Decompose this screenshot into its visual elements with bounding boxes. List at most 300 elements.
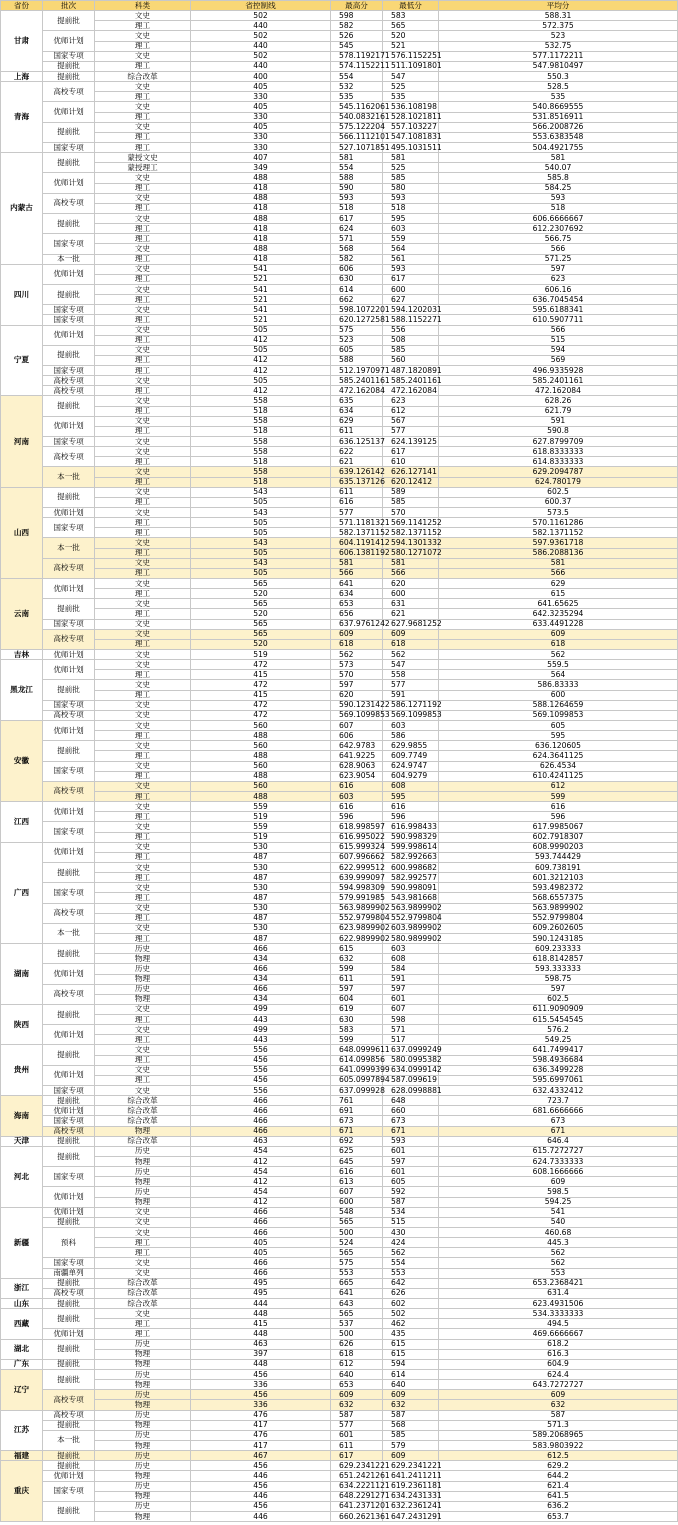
max-score-cell: 634.2221121 xyxy=(331,1481,383,1491)
avg-score-cell: 653.7 xyxy=(439,1511,678,1521)
control-line-cell: 476 xyxy=(191,1430,331,1440)
batch-cell: 提前批 xyxy=(43,680,95,700)
avg-score-cell: 541 xyxy=(439,1207,678,1217)
max-score-cell: 637.9761242 xyxy=(331,619,383,629)
table-row xyxy=(1,700,678,710)
table-row xyxy=(1,1299,678,1309)
table-row xyxy=(1,731,678,741)
min-score-cell: 614 xyxy=(383,1369,439,1379)
table-row xyxy=(1,1339,678,1349)
max-score-cell: 671 xyxy=(331,1126,383,1136)
table-row xyxy=(1,264,678,274)
control-line-cell: 520 xyxy=(191,589,331,599)
table-row xyxy=(1,497,678,507)
min-score-cell: 593 xyxy=(383,1136,439,1146)
min-score-cell: 585 xyxy=(383,1430,439,1440)
max-score-cell: 582 xyxy=(331,21,383,31)
max-score-cell: 585.2401161 xyxy=(331,376,383,386)
subject-cell: 理工 xyxy=(95,812,191,822)
max-score-cell: 634 xyxy=(331,589,383,599)
batch-cell: 提前批 xyxy=(43,213,95,233)
max-score-cell: 563.9899902 xyxy=(331,903,383,913)
batch-cell: 高校专项 xyxy=(43,193,95,213)
max-score-cell: 623.9899902 xyxy=(331,923,383,933)
max-score-cell: 662 xyxy=(331,295,383,305)
table-row xyxy=(1,842,678,852)
avg-score-cell: 641.5 xyxy=(439,1491,678,1501)
table-row xyxy=(1,1349,678,1359)
avg-score-cell: 589.2068965 xyxy=(439,1430,678,1440)
avg-score-cell: 573.5 xyxy=(439,508,678,518)
subject-cell: 历史 xyxy=(95,1167,191,1177)
control-line-cell: 502 xyxy=(191,31,331,41)
min-score-cell: 618 xyxy=(383,639,439,649)
avg-score-cell: 523 xyxy=(439,31,678,41)
control-line-cell: 530 xyxy=(191,903,331,913)
table-row xyxy=(1,406,678,416)
subject-cell: 文史 xyxy=(95,447,191,457)
max-score-cell: 553 xyxy=(331,1268,383,1278)
min-score-cell: 586 xyxy=(383,731,439,741)
table-row xyxy=(1,1359,678,1369)
max-score-cell: 577 xyxy=(331,1420,383,1430)
table-row xyxy=(1,1177,678,1187)
header-control-line: 省控制线 xyxy=(191,1,331,11)
header-max-score: 最高分 xyxy=(331,1,383,11)
max-score-cell: 641 xyxy=(331,579,383,589)
subject-cell: 理工 xyxy=(95,203,191,213)
subject-cell: 物理 xyxy=(95,1491,191,1501)
min-score-cell: 595 xyxy=(383,213,439,223)
table-row xyxy=(1,376,678,386)
avg-score-cell: 562 xyxy=(439,1258,678,1268)
control-line-cell: 505 xyxy=(191,325,331,335)
subject-cell: 理工 xyxy=(95,589,191,599)
subject-cell: 物理 xyxy=(95,1359,191,1369)
max-score-cell: 590 xyxy=(331,183,383,193)
min-score-cell: 585 xyxy=(383,497,439,507)
min-score-cell: 563.9899902 xyxy=(383,903,439,913)
subject-cell: 文史 xyxy=(95,122,191,132)
subject-cell: 理工 xyxy=(95,548,191,558)
avg-score-cell: 612.2307692 xyxy=(439,224,678,234)
table-row xyxy=(1,11,678,21)
control-line-cell: 565 xyxy=(191,599,331,609)
subject-cell: 理工 xyxy=(95,132,191,142)
province-cell: 天津 xyxy=(1,1136,43,1146)
max-score-cell: 545 xyxy=(331,41,383,51)
max-score-cell: 609 xyxy=(331,629,383,639)
province-cell: 吉林 xyxy=(1,650,43,660)
batch-cell: 国家专项 xyxy=(43,1086,95,1096)
min-score-cell: 601 xyxy=(383,994,439,1004)
province-cell: 黑龙江 xyxy=(1,660,43,721)
min-score-cell: 586.1271192 xyxy=(383,700,439,710)
province-cell: 重庆 xyxy=(1,1461,43,1522)
control-line-cell: 543 xyxy=(191,538,331,548)
table-row xyxy=(1,254,678,264)
avg-score-cell: 582.1371152 xyxy=(439,528,678,538)
max-score-cell: 601 xyxy=(331,1430,383,1440)
avg-score-cell: 641.7499417 xyxy=(439,1045,678,1055)
subject-cell: 文史 xyxy=(95,599,191,609)
max-score-cell: 598 xyxy=(331,11,383,21)
max-score-cell: 575.122204 xyxy=(331,122,383,132)
subject-cell: 文史 xyxy=(95,558,191,568)
subject-cell: 文史 xyxy=(95,1207,191,1217)
control-line-cell: 454 xyxy=(191,1146,331,1156)
max-score-cell: 622.9899902 xyxy=(331,933,383,943)
control-line-cell: 456 xyxy=(191,1075,331,1085)
control-line-cell: 518 xyxy=(191,457,331,467)
table-row xyxy=(1,720,678,730)
table-row xyxy=(1,31,678,41)
min-score-cell: 602 xyxy=(383,1299,439,1309)
min-score-cell: 570 xyxy=(383,508,439,518)
batch-cell: 提前批 xyxy=(43,153,95,173)
subject-cell: 历史 xyxy=(95,1369,191,1379)
avg-score-cell: 552.9799804 xyxy=(439,913,678,923)
table-row xyxy=(1,832,678,842)
table-row xyxy=(1,1501,678,1511)
max-score-cell: 641.9225 xyxy=(331,751,383,761)
subject-cell: 综合改革 xyxy=(95,71,191,81)
batch-cell: 高校专项 xyxy=(43,1390,95,1410)
subject-cell: 物理 xyxy=(95,1197,191,1207)
avg-score-cell: 623.4931506 xyxy=(439,1299,678,1309)
table-row xyxy=(1,1481,678,1491)
control-line-cell: 521 xyxy=(191,295,331,305)
table-row xyxy=(1,142,678,152)
avg-score-cell: 616 xyxy=(439,802,678,812)
province-cell: 内蒙古 xyxy=(1,153,43,265)
max-score-cell: 554 xyxy=(331,71,383,81)
subject-cell: 理工 xyxy=(95,1319,191,1329)
subject-cell: 文史 xyxy=(95,345,191,355)
avg-score-cell: 534.3333333 xyxy=(439,1309,678,1319)
table-row xyxy=(1,761,678,771)
min-score-cell: 582.992663 xyxy=(383,852,439,862)
control-line-cell: 330 xyxy=(191,142,331,152)
control-line-cell: 520 xyxy=(191,639,331,649)
min-score-cell: 634.0999142 xyxy=(383,1065,439,1075)
batch-cell: 提前批 xyxy=(43,284,95,304)
max-score-cell: 600 xyxy=(331,1197,383,1207)
avg-score-cell: 515 xyxy=(439,335,678,345)
avg-score-cell: 609 xyxy=(439,1177,678,1187)
control-line-cell: 466 xyxy=(191,1228,331,1238)
subject-cell: 理工 xyxy=(95,254,191,264)
max-score-cell: 645 xyxy=(331,1157,383,1167)
control-line-cell: 412 xyxy=(191,1177,331,1187)
min-score-cell: 609 xyxy=(383,1451,439,1461)
subject-cell: 文史 xyxy=(95,1086,191,1096)
subject-cell: 理工 xyxy=(95,1015,191,1025)
control-line-cell: 466 xyxy=(191,1116,331,1126)
max-score-cell: 500 xyxy=(331,1228,383,1238)
max-score-cell: 599 xyxy=(331,1035,383,1045)
subject-cell: 蒙授文史 xyxy=(95,153,191,163)
control-line-cell: 466 xyxy=(191,1096,331,1106)
subject-cell: 历史 xyxy=(95,1146,191,1156)
min-score-cell: 603.9899902 xyxy=(383,923,439,933)
max-score-cell: 615.999324 xyxy=(331,842,383,852)
avg-score-cell: 594.25 xyxy=(439,1197,678,1207)
batch-cell: 提前批 xyxy=(43,1369,95,1389)
control-line-cell: 418 xyxy=(191,183,331,193)
min-score-cell: 580 xyxy=(383,183,439,193)
batch-cell: 提前批 xyxy=(43,862,95,882)
max-score-cell: 532 xyxy=(331,82,383,92)
avg-score-cell: 624.7333333 xyxy=(439,1157,678,1167)
max-score-cell: 761 xyxy=(331,1096,383,1106)
batch-cell: 高校专项 xyxy=(43,903,95,923)
table-row xyxy=(1,1410,678,1420)
table-row xyxy=(1,984,678,994)
subject-cell: 理工 xyxy=(95,224,191,234)
batch-cell: 高校专项 xyxy=(43,1288,95,1298)
control-line-cell: 558 xyxy=(191,416,331,426)
control-line-cell: 407 xyxy=(191,153,331,163)
control-line-cell: 559 xyxy=(191,822,331,832)
min-score-cell: 627 xyxy=(383,295,439,305)
table-row xyxy=(1,1015,678,1025)
table-row xyxy=(1,1278,678,1288)
max-score-cell: 614 xyxy=(331,284,383,294)
control-line-cell: 454 xyxy=(191,1167,331,1177)
avg-score-cell: 612 xyxy=(439,781,678,791)
subject-cell: 理工 xyxy=(95,670,191,680)
table-row xyxy=(1,1400,678,1410)
min-score-cell: 582.992577 xyxy=(383,873,439,883)
avg-score-cell: 671 xyxy=(439,1126,678,1136)
subject-cell: 文史 xyxy=(95,173,191,183)
control-line-cell: 466 xyxy=(191,1268,331,1278)
batch-cell: 本一批 xyxy=(43,538,95,558)
avg-score-cell: 681.6666666 xyxy=(439,1106,678,1116)
avg-score-cell: 643.7272727 xyxy=(439,1380,678,1390)
avg-score-cell: 610.4241125 xyxy=(439,771,678,781)
min-score-cell: 629.9855 xyxy=(383,741,439,751)
max-score-cell: 623.9054 xyxy=(331,771,383,781)
batch-cell: 提前批 xyxy=(43,1451,95,1461)
subject-cell: 理工 xyxy=(95,1055,191,1065)
avg-score-cell: 636.7045454 xyxy=(439,295,678,305)
batch-cell: 国家专项 xyxy=(43,822,95,842)
subject-cell: 理工 xyxy=(95,893,191,903)
min-score-cell: 587.099619 xyxy=(383,1075,439,1085)
min-score-cell: 585 xyxy=(383,345,439,355)
max-score-cell: 611 xyxy=(331,426,383,436)
control-line-cell: 530 xyxy=(191,923,331,933)
min-score-cell: 515 xyxy=(383,1217,439,1227)
min-score-cell: 569.1141252 xyxy=(383,518,439,528)
max-score-cell: 691 xyxy=(331,1106,383,1116)
batch-cell: 国家专项 xyxy=(43,619,95,629)
control-line-cell: 336 xyxy=(191,1380,331,1390)
avg-score-cell: 615 xyxy=(439,589,678,599)
control-line-cell: 519 xyxy=(191,812,331,822)
control-line-cell: 330 xyxy=(191,112,331,122)
table-row xyxy=(1,1126,678,1136)
min-score-cell: 673 xyxy=(383,1116,439,1126)
batch-cell: 高校专项 xyxy=(43,1126,95,1136)
control-line-cell: 558 xyxy=(191,447,331,457)
table-row xyxy=(1,1228,678,1238)
table-row xyxy=(1,173,678,183)
subject-cell: 理工 xyxy=(95,609,191,619)
table-row xyxy=(1,477,678,487)
max-score-cell: 571 xyxy=(331,234,383,244)
avg-score-cell: 494.5 xyxy=(439,1319,678,1329)
batch-cell: 优师计划 xyxy=(43,802,95,822)
avg-score-cell: 608.1666666 xyxy=(439,1167,678,1177)
subject-cell: 理工 xyxy=(95,234,191,244)
min-score-cell: 647.2431291 xyxy=(383,1511,439,1521)
control-line-cell: 440 xyxy=(191,21,331,31)
table-row xyxy=(1,741,678,751)
table-row xyxy=(1,923,678,933)
table-row xyxy=(1,183,678,193)
batch-cell: 提前批 xyxy=(43,345,95,365)
avg-score-cell: 566 xyxy=(439,244,678,254)
subject-cell: 理工 xyxy=(95,1329,191,1339)
table-row xyxy=(1,690,678,700)
max-score-cell: 626 xyxy=(331,1339,383,1349)
control-line-cell: 412 xyxy=(191,1197,331,1207)
batch-cell: 优师计划 xyxy=(43,173,95,193)
min-score-cell: 600 xyxy=(383,589,439,599)
subject-cell: 文史 xyxy=(95,538,191,548)
control-line-cell: 487 xyxy=(191,852,331,862)
subject-cell: 综合改革 xyxy=(95,1106,191,1116)
max-score-cell: 537 xyxy=(331,1319,383,1329)
province-cell: 山西 xyxy=(1,487,43,578)
province-cell: 广西 xyxy=(1,842,43,943)
avg-score-cell: 624.3641125 xyxy=(439,751,678,761)
batch-cell: 国家专项 xyxy=(43,761,95,781)
avg-score-cell: 609 xyxy=(439,629,678,639)
avg-score-cell: 568.6557375 xyxy=(439,893,678,903)
subject-cell: 文史 xyxy=(95,710,191,720)
batch-cell: 优师计划 xyxy=(43,1471,95,1481)
min-score-cell: 552.9799804 xyxy=(383,913,439,923)
table-row xyxy=(1,964,678,974)
subject-cell: 理工 xyxy=(95,873,191,883)
subject-cell: 文史 xyxy=(95,467,191,477)
max-score-cell: 613 xyxy=(331,1177,383,1187)
batch-cell: 优师计划 xyxy=(43,508,95,518)
max-score-cell: 616 xyxy=(331,1167,383,1177)
avg-score-cell: 636.3499228 xyxy=(439,1065,678,1075)
table-row xyxy=(1,944,678,954)
table-row xyxy=(1,1096,678,1106)
control-line-cell: 556 xyxy=(191,1086,331,1096)
control-line-cell: 499 xyxy=(191,1004,331,1014)
batch-cell: 本一批 xyxy=(43,467,95,487)
control-line-cell: 446 xyxy=(191,1511,331,1521)
min-score-cell: 629.2341221 xyxy=(383,1461,439,1471)
control-line-cell: 543 xyxy=(191,508,331,518)
batch-cell: 提前批 xyxy=(43,741,95,761)
avg-score-cell: 553.6383548 xyxy=(439,132,678,142)
min-score-cell: 609 xyxy=(383,629,439,639)
table-row xyxy=(1,639,678,649)
batch-cell: 国家专项 xyxy=(43,142,95,152)
subject-cell: 文史 xyxy=(95,51,191,61)
table-row xyxy=(1,781,678,791)
max-score-cell: 581 xyxy=(331,153,383,163)
control-line-cell: 519 xyxy=(191,832,331,842)
control-line-cell: 472 xyxy=(191,710,331,720)
table-row xyxy=(1,1136,678,1146)
batch-cell: 高校专项 xyxy=(43,1410,95,1420)
batch-cell: 优师计划 xyxy=(43,1329,95,1339)
min-score-cell: 593 xyxy=(383,193,439,203)
subject-cell: 物理 xyxy=(95,1177,191,1187)
table-row xyxy=(1,518,678,528)
batch-cell: 提前批 xyxy=(43,1217,95,1227)
table-row xyxy=(1,933,678,943)
min-score-cell: 623 xyxy=(383,396,439,406)
control-line-cell: 456 xyxy=(191,1461,331,1471)
subject-cell: 综合改革 xyxy=(95,1299,191,1309)
batch-cell: 高校专项 xyxy=(43,376,95,386)
header-province: 省份 xyxy=(1,1,43,11)
avg-score-cell: 618.8333333 xyxy=(439,447,678,457)
batch-cell: 优师计划 xyxy=(43,720,95,740)
province-cell: 浙江 xyxy=(1,1278,43,1298)
min-score-cell: 640 xyxy=(383,1380,439,1390)
table-row xyxy=(1,974,678,984)
min-score-cell: 632 xyxy=(383,1400,439,1410)
max-score-cell: 472.162084 xyxy=(331,386,383,396)
max-score-cell: 611 xyxy=(331,487,383,497)
control-line-cell: 472 xyxy=(191,680,331,690)
subject-cell: 文史 xyxy=(95,650,191,660)
batch-cell: 优师计划 xyxy=(43,1106,95,1116)
max-score-cell: 582.1371152 xyxy=(331,528,383,538)
subject-cell: 物理 xyxy=(95,1440,191,1450)
control-line-cell: 559 xyxy=(191,802,331,812)
min-score-cell: 590.998329 xyxy=(383,832,439,842)
avg-score-cell: 618.8142857 xyxy=(439,954,678,964)
batch-cell: 提前批 xyxy=(43,487,95,507)
control-line-cell: 456 xyxy=(191,1369,331,1379)
min-score-cell: 577 xyxy=(383,426,439,436)
table-row xyxy=(1,396,678,406)
min-score-cell: 607 xyxy=(383,1004,439,1014)
subject-cell: 文史 xyxy=(95,1228,191,1238)
min-score-cell: 562 xyxy=(383,650,439,660)
province-cell: 河北 xyxy=(1,1146,43,1207)
control-line-cell: 565 xyxy=(191,629,331,639)
header-batch: 批次 xyxy=(43,1,95,11)
max-score-cell: 642.9783 xyxy=(331,741,383,751)
province-cell: 陕西 xyxy=(1,1004,43,1045)
subject-cell: 物理 xyxy=(95,974,191,984)
avg-score-cell: 587 xyxy=(439,1410,678,1420)
batch-cell: 提前批 xyxy=(43,1420,95,1430)
subject-cell: 文史 xyxy=(95,629,191,639)
min-score-cell: 585 xyxy=(383,173,439,183)
control-line-cell: 446 xyxy=(191,1491,331,1501)
min-score-cell: 603 xyxy=(383,944,439,954)
max-score-cell: 527.1071851 xyxy=(331,142,383,152)
batch-cell: 南疆单列 xyxy=(43,1268,95,1278)
avg-score-cell: 535 xyxy=(439,92,678,102)
subject-cell: 物理 xyxy=(95,1349,191,1359)
